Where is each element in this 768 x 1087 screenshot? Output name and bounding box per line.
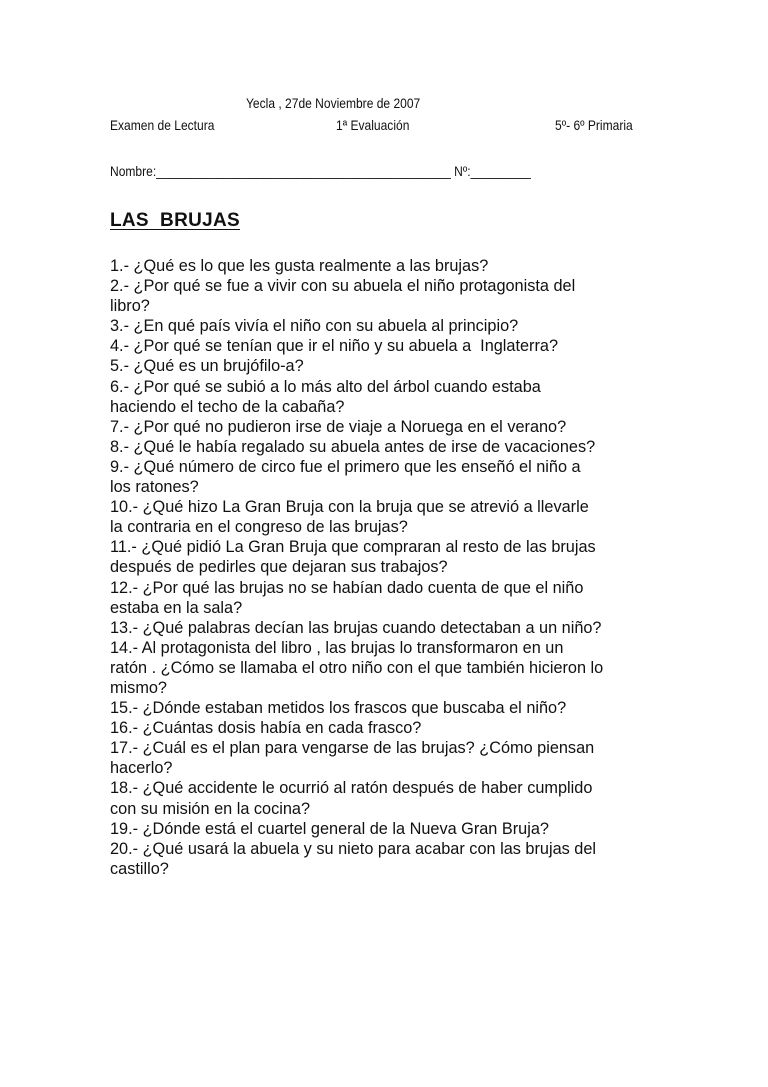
question-line: castillo? — [110, 859, 169, 878]
question-line: haciendo el techo de la cabaña? — [110, 397, 345, 416]
question-line: 3.- ¿En qué país vivía el niño con su abuela al principio? — [110, 317, 519, 336]
exam-title: Examen de Lectura — [110, 117, 215, 133]
question-line: 12.- ¿Por qué las brujas no se habían dado cuenta de que el niño — [110, 578, 584, 597]
question-line: 18.- ¿Qué accidente le ocurrió al ratón después de haber cumplido — [110, 779, 593, 798]
question-line: hacerlo? — [110, 759, 173, 778]
question-line: la contraria en el congreso de las brujas? — [110, 518, 408, 537]
question-line: 11.- ¿Qué pidió La Gran Bruja que compraran al resto de las brujas — [110, 538, 596, 557]
grade-label: 5º- 6º Primaria — [555, 117, 633, 133]
question-line: 5.- ¿Qué es un brujófilo-a? — [110, 357, 304, 376]
question-line: 8.- ¿Qué le había regalado su abuela antes de irse de vacaciones? — [110, 437, 596, 456]
question-line: 4.- ¿Por qué se tenían que ir el niño y su abuela a Inglaterra? — [110, 337, 559, 356]
question-line: 6.- ¿Por qué se subió a lo más alto del árbol cuando estaba — [110, 377, 541, 396]
evaluation-label: 1ª Evaluación — [336, 117, 410, 133]
question-line: estaba en la sala? — [110, 598, 243, 617]
question-line: 15.- ¿Dónde estaban metidos los frascos que buscaba el niño? — [110, 699, 567, 718]
question-line: 16.- ¿Cuántas dosis había en cada frasco? — [110, 719, 422, 738]
question-line: 13.- ¿Qué palabras decían las brujas cuando detectaban a un niño? — [110, 618, 602, 637]
question-list — [110, 256, 670, 879]
question-line: 10.- ¿Qué hizo La Gran Bruja con la bruja que se atrevió a llevarle — [110, 498, 589, 517]
name-number-line: Nombre:____________________________________________ Nº:_________ — [110, 163, 531, 179]
question-line: con su misión en la cocina? — [110, 799, 311, 818]
document-title: LAS BRUJAS — [110, 210, 240, 231]
date-line: Yecla , 27de Noviembre de 2007 — [246, 95, 421, 111]
question-line: 2.- ¿Por qué se fue a vivir con su abuela el niño protagonista del — [110, 277, 576, 296]
question-line: 19.- ¿Dónde está el cuartel general de la Nueva Gran Bruja? — [110, 819, 549, 838]
question-line: mismo? — [110, 678, 167, 697]
question-line: libro? — [110, 297, 150, 316]
question-line: 9.- ¿Qué número de circo fue el primero que les enseñó el niño a — [110, 457, 581, 476]
question-line: 20.- ¿Qué usará la abuela y su nieto para acabar con las brujas del — [110, 839, 597, 858]
question-line: 7.- ¿Por qué no pudieron irse de viaje a Noruega en el verano? — [110, 417, 567, 436]
question-line: después de pedirles que dejaran sus trabajos? — [110, 558, 448, 577]
question-line: los ratones? — [110, 478, 199, 497]
question-line: 17.- ¿Cuál es el plan para vengarse de las brujas? ¿Cómo piensan — [110, 739, 595, 758]
question-line: ratón . ¿Cómo se llamaba el otro niño con el que también hicieron lo — [110, 658, 604, 677]
question-line: 1.- ¿Qué es lo que les gusta realmente a las brujas? — [110, 257, 489, 275]
question-line: 14.- Al protagonista del libro , las brujas lo transformaron en un — [110, 638, 564, 657]
